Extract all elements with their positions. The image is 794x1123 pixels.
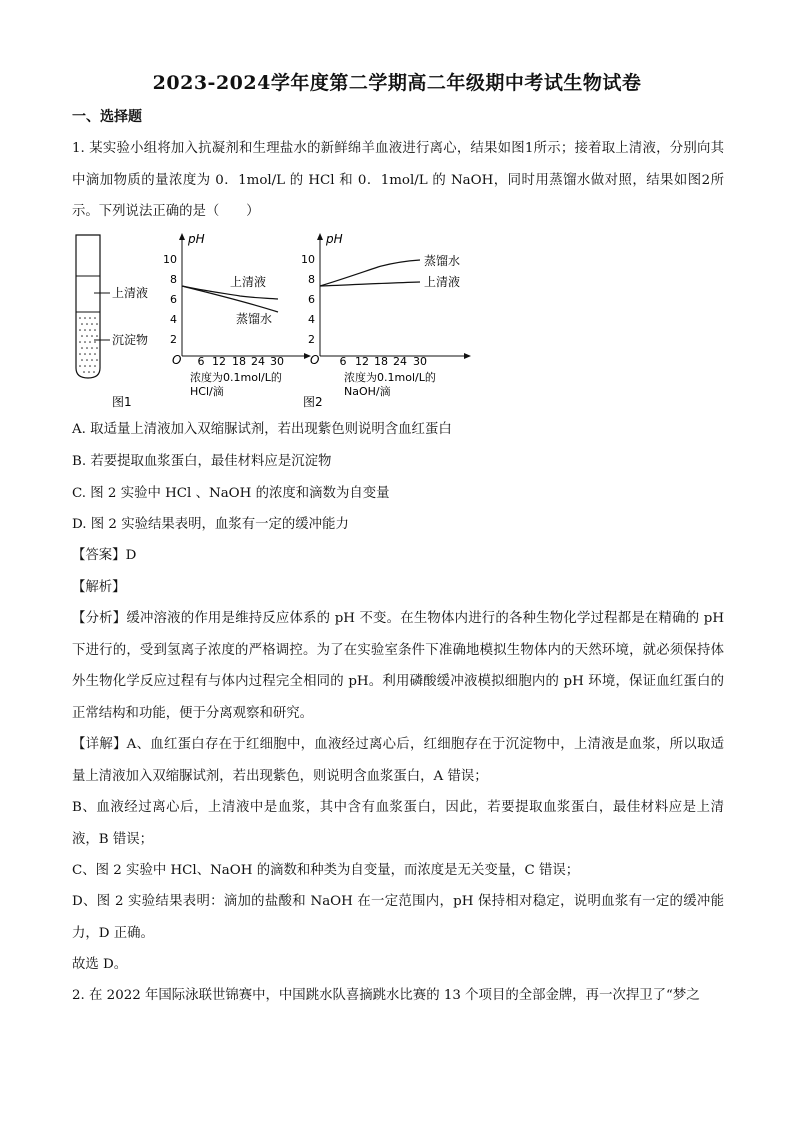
graph-naoh-xtick: 30: [413, 355, 427, 368]
fenxi-paragraph: [72, 603, 724, 729]
graph-naoh-ytick: 8: [308, 273, 315, 286]
graph-naoh-label-supernatant: 上清液: [424, 275, 461, 289]
xiangjie-d: D、图 2 实验结果表明：滴加的盐酸和 NaOH 在一定范围内，pH 保持相对稳定，说明血浆有一定的缓冲能力，D 正确。: [72, 894, 724, 941]
xiangjie-c: C、图 2 实验中 HCl、NaOH 的滴数和种类为自变量，而浓度是无关变量，C 错误；: [72, 863, 580, 878]
answer-value: D: [125, 548, 137, 563]
fig1-lower-label: 沉淀物: [112, 333, 149, 347]
graph-naoh-label-water: 蒸馏水: [424, 254, 461, 268]
graph-naoh-xtick: 18: [374, 355, 388, 368]
page-title: 2023-2024学年度第二学期高二年级期中考试生物试卷: [152, 72, 642, 94]
option-a: A. 取适量上清液加入双缩脲试剂，若出现紫色则说明含血红蛋白: [72, 422, 452, 437]
figure-region: [0, 228, 794, 428]
graph-naoh-line-supernatant: [320, 282, 420, 286]
graph-hcl-xtick: 24: [251, 355, 265, 368]
graph-hcl-ytick: 4: [170, 313, 177, 326]
graph-naoh-ytick: 6: [308, 293, 315, 306]
graph-hcl-xlabel-2: HCl/滴: [190, 385, 224, 398]
answer-tag: 【答案】: [72, 548, 126, 563]
graph-hcl-ytick: 6: [170, 293, 177, 306]
graph-hcl: [163, 232, 311, 398]
fig1-upper-label: 上清液: [112, 286, 149, 300]
xiangjie-b: B、血液经过离心后，上清液中是血浆，其中含有血浆蛋白，因此，若要提取血浆蛋白，最佳材料应是上清液，B 错误；: [72, 800, 724, 847]
option-b: B. 若要提取血浆蛋白，最佳材料应是沉淀物: [72, 454, 332, 469]
fig1-caption: 图1: [112, 395, 132, 409]
graph-naoh-xtick: 24: [393, 355, 407, 368]
graph-hcl-ytick: 8: [170, 273, 177, 286]
fenxi-text: 缓冲溶液的作用是维持反应体系的 pH 不变。在生物体内进行的各种生物化学过程都是在精确的 pH 下进行的，受到氢离子浓度的严格调控。为了在实验室条件下准确地模拟生物体内的天然环境，就必须保持体外生物化学反应过程有与体内过程完全相同的 pH。利用磷酸缓冲液模拟细胞内的 pH 环境，保证血红蛋白的正常结构和功能，便于分离观察和研究。: [72, 611, 724, 721]
graph-hcl-xtick: 6: [197, 355, 205, 368]
xiangjie-a-paragraph: [72, 729, 724, 792]
graph-hcl-xtick: 18: [232, 355, 246, 368]
graph-hcl-origin: O: [172, 353, 182, 367]
graph-naoh-ytick: 2: [308, 333, 315, 346]
graph-hcl-xlabel-1: 浓度为0.1mol/L的: [190, 371, 282, 384]
graph-hcl-xtick: 12: [212, 355, 226, 368]
graph-naoh-xlabel-2: NaOH/滴: [344, 385, 391, 398]
graph-naoh-ytick: 4: [308, 313, 315, 326]
xiangjie-a-text: A、血红蛋白存在于红细胞中，血液经过离心后，红细胞存在于沉淀物中，上清液是血浆，所以取适量上清液加入双缩脲试剂，若出现紫色，则说明含血浆蛋白，A 错误；: [72, 737, 725, 784]
graph-hcl-ytick: 2: [170, 333, 177, 346]
graph-hcl-ytick: 10: [163, 253, 177, 266]
graph-hcl-label-supernatant: 上清液: [230, 275, 267, 289]
graph-naoh: [301, 232, 471, 409]
graph-naoh-xtick: 12: [355, 355, 369, 368]
graph-naoh-origin: O: [310, 353, 320, 367]
graph-naoh-xlabel-1: 浓度为0.1mol/L的: [344, 371, 436, 384]
graph-hcl-line-water: [182, 286, 278, 312]
option-c: C. 图 2 实验中 HCl 、NaOH 的浓度和滴数为自变量: [72, 486, 390, 501]
conclusion: 故选 D。: [72, 957, 128, 972]
analysis-tag: 【解析】: [72, 580, 126, 595]
graph-naoh-ylabel: pH: [326, 232, 343, 246]
graph-hcl-xtick: 30: [270, 355, 284, 368]
question-1-stem: 1. 某实验小组将加入抗凝剂和生理盐水的新鲜绵羊血液进行离心，结果如图1所示；接着取上清液，分别向其中滴加物质的量浓度为 0．1mol/L 的 HCl 和 0．1mol/L 的 NaOH，同时用蒸馏水做对照，结果如图2所示。下列说法正确的是（ ）: [72, 141, 724, 219]
test-tube: [76, 235, 148, 409]
answer-line: [72, 546, 724, 566]
question-2-stem: 2. 在 2022 年国际泳联世锦赛中，中国跳水队喜摘跳水比赛的 13 个项目的全部金牌，再一次捍卫了“梦之: [72, 988, 700, 1003]
section-heading: 一、选择题: [72, 109, 142, 125]
graph-hcl-ylabel: pH: [188, 232, 205, 246]
xiangjie-tag: 【详解】: [72, 737, 127, 752]
graph-naoh-xtick: 6: [339, 355, 347, 368]
option-d: D. 图 2 实验结果表明，血浆有一定的缓冲能力: [72, 517, 349, 532]
graph-hcl-label-water: 蒸馏水: [236, 312, 273, 326]
fenxi-tag: 【分析】: [72, 611, 127, 626]
fig2-caption: 图2: [303, 395, 323, 409]
graph-naoh-ytick: 10: [301, 253, 315, 266]
